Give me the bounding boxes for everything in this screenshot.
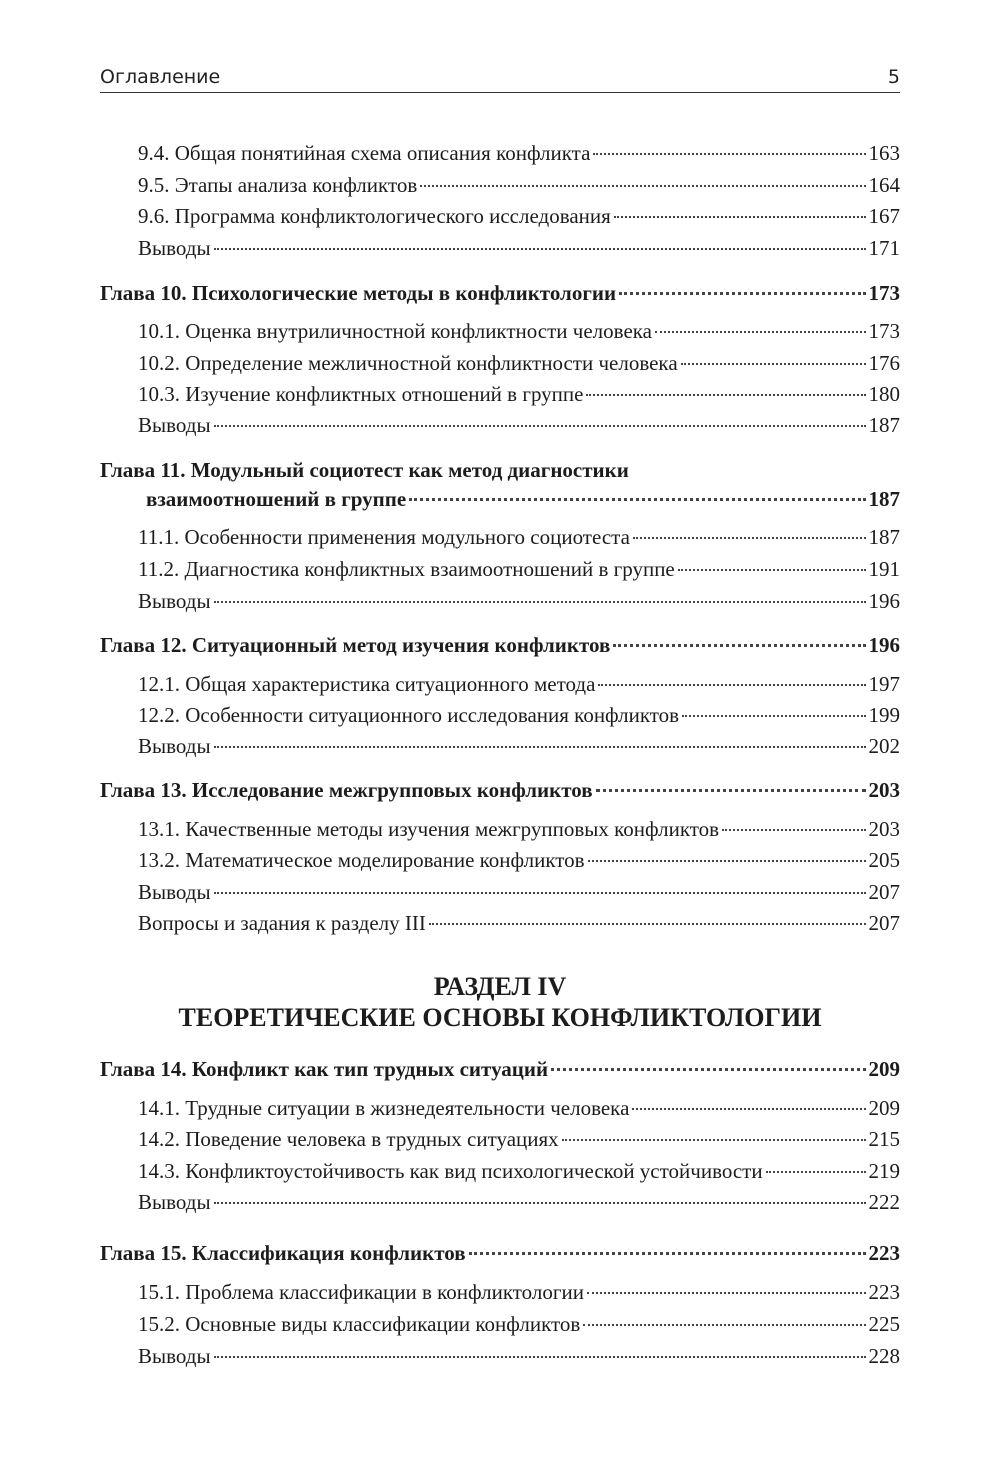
toc-entry-title: 12.2. Особенности ситуационного исследования конфликтов [138, 703, 680, 727]
toc-entry-page: 225 [868, 1312, 900, 1336]
toc-entry-page: 176 [868, 351, 900, 375]
dot-leader [613, 644, 865, 647]
dot-leader [214, 425, 866, 427]
toc-chapter-page: 203 [868, 778, 900, 802]
toc-entry[interactable] [138, 1343, 900, 1369]
dot-leader [586, 394, 865, 396]
dot-leader [766, 1171, 866, 1173]
toc-entry-title: 15.1. Проблема классификации в конфликтологии [138, 1280, 584, 1304]
toc-entry-page: 207 [868, 911, 900, 935]
toc-chapter-title-line1[interactable]: Глава 11. Модульный социотест как метод диагностики [100, 458, 629, 482]
toc-entry[interactable] [138, 350, 900, 376]
dot-leader [588, 860, 866, 862]
dot-leader [551, 1068, 865, 1071]
toc-entry-page: 202 [868, 734, 900, 758]
dot-leader [583, 1324, 865, 1326]
dot-leader [614, 216, 866, 218]
toc-entry-title: Выводы [138, 413, 211, 437]
toc-entry-title: 14.1. Трудные ситуации в жизнедеятельности человека [138, 1096, 630, 1120]
dot-leader [420, 185, 865, 187]
dot-leader [722, 829, 865, 831]
toc-entry-title: Выводы [138, 1190, 211, 1214]
toc-entry[interactable] [138, 556, 900, 582]
toc-entry-page: 223 [868, 1280, 900, 1304]
toc-chapter-page: 173 [868, 281, 900, 305]
toc-entry[interactable] [138, 847, 900, 873]
toc-entry-title: 10.2. Определение межличностной конфликтности человека [138, 351, 678, 375]
toc-chapter-title-line2: взаимоотношений в группе [146, 487, 407, 511]
toc-entry-title: 10.3. Изучение конфликтных отношений в группе [138, 382, 584, 406]
toc-chapter[interactable] [100, 280, 900, 306]
toc-entry-page: 173 [868, 319, 900, 343]
toc-entry-page: 167 [868, 204, 900, 228]
toc-entry-title: Вопросы и задания к разделу III [138, 911, 426, 935]
dot-leader [678, 569, 866, 571]
toc-entry[interactable] [138, 412, 900, 438]
toc-chapter[interactable] [146, 486, 900, 512]
toc-entry-page: 197 [868, 672, 900, 696]
toc-entry-title: 11.2. Диагностика конфликтных взаимоотношений в группе [138, 557, 675, 581]
toc-entry-title: Выводы [138, 236, 211, 260]
header-title: Оглавление [100, 66, 221, 88]
dot-leader [214, 1356, 866, 1358]
toc-entry-title: 9.4. Общая понятийная схема описания конфликта [138, 141, 591, 165]
toc-entry[interactable] [138, 816, 900, 842]
toc-entry-page: 171 [868, 236, 900, 260]
toc-chapter-page: 196 [868, 633, 900, 657]
toc-chapter-title: Глава 15. Классификация конфликтов [100, 1241, 466, 1265]
toc-entry-page: 191 [868, 557, 900, 581]
toc-entry[interactable] [138, 1279, 900, 1305]
toc-entry-title: Выводы [138, 734, 211, 758]
toc-entry[interactable] [138, 671, 900, 697]
dot-leader [214, 746, 866, 748]
toc-chapter[interactable] [100, 1056, 900, 1082]
toc-entry-page: 163 [868, 141, 900, 165]
dot-leader [598, 684, 865, 686]
toc-entry-page: 209 [868, 1096, 900, 1120]
toc-entry[interactable] [138, 1095, 900, 1121]
toc-chapter[interactable] [100, 632, 900, 658]
toc-entry-page: 180 [868, 382, 900, 406]
part-title: ТЕОРЕТИЧЕСКИЕ ОСНОВЫ КОНФЛИКТОЛОГИИ [178, 1003, 822, 1032]
dot-leader [596, 789, 866, 792]
toc-chapter-title: Глава 13. Исследование межгрупповых конфликтов [100, 778, 593, 802]
dot-leader [214, 892, 866, 894]
toc-entry[interactable] [138, 1311, 900, 1337]
toc-chapter[interactable] [100, 1240, 900, 1266]
toc-entry-page: 187 [868, 413, 900, 437]
toc-chapter-page: 209 [868, 1057, 900, 1081]
dot-leader [469, 1252, 866, 1255]
dot-leader [633, 537, 866, 539]
toc-entry[interactable] [138, 1126, 900, 1152]
dot-leader [409, 498, 865, 501]
toc-entry[interactable] [138, 910, 900, 936]
toc-entry-title: 11.1. Особенности применения модульного социотеста [138, 525, 630, 549]
toc-entry[interactable] [138, 588, 900, 614]
toc-entry-page: 215 [868, 1127, 900, 1151]
toc-entry[interactable] [138, 879, 900, 905]
dot-leader [655, 331, 866, 333]
toc-entry-page: 222 [868, 1190, 900, 1214]
toc-chapter-title: Глава 10. Психологические методы в конфликтологии [100, 281, 617, 305]
toc-entry-title: 13.2. Математическое моделирование конфликтов [138, 848, 585, 872]
toc-entry[interactable] [138, 524, 900, 550]
toc-entry-page: 207 [868, 880, 900, 904]
dot-leader [619, 292, 865, 295]
toc-entry[interactable] [138, 140, 900, 166]
toc-entry[interactable] [138, 733, 900, 759]
dot-leader [562, 1139, 866, 1141]
toc-entry-title: Выводы [138, 589, 211, 613]
dot-leader [214, 601, 866, 603]
toc-entry-page: 199 [868, 703, 900, 727]
toc-entry-page: 203 [868, 817, 900, 841]
toc-entry-page: 187 [868, 525, 900, 549]
running-header [100, 66, 900, 93]
toc-chapter[interactable] [100, 777, 900, 803]
toc-entry-title: Выводы [138, 880, 211, 904]
toc-entry[interactable] [138, 172, 900, 198]
toc-entry-page: 219 [868, 1159, 900, 1183]
toc-entry[interactable] [138, 235, 900, 261]
toc-entry-page: 164 [868, 173, 900, 197]
toc-entry[interactable] [138, 203, 900, 229]
toc-entry-page: 228 [868, 1344, 900, 1368]
dot-leader [593, 153, 865, 155]
toc-entry[interactable] [138, 702, 900, 728]
toc-entry-page: 196 [868, 589, 900, 613]
toc-entry-title: 14.3. Конфликтоустойчивость как вид психологической устойчивости [138, 1159, 763, 1183]
toc-entry-title: 15.2. Основные виды классификации конфликтов [138, 1312, 581, 1336]
toc-entry-title: 13.1. Качественные методы изучения межгрупповых конфликтов [138, 817, 720, 841]
dot-leader [681, 363, 866, 365]
dot-leader [429, 923, 866, 925]
dot-leader [214, 248, 866, 250]
toc-entry-title: 10.1. Оценка внутриличностной конфликтности человека [138, 319, 652, 343]
toc-chapter-page: 223 [868, 1241, 900, 1265]
toc-entry-title: 9.6. Программа конфликтологического исследования [138, 204, 611, 228]
toc-entry[interactable] [138, 381, 900, 407]
page-number: 5 [887, 66, 900, 88]
toc-entry[interactable] [138, 318, 900, 344]
toc-entry-title: Выводы [138, 1344, 211, 1368]
dot-leader [682, 715, 865, 717]
dot-leader [587, 1292, 866, 1294]
toc-entry-title: 12.1. Общая характеристика ситуационного метода [138, 672, 596, 696]
toc-entry-title: 9.5. Этапы анализа конфликтов [138, 173, 418, 197]
dot-leader [632, 1108, 865, 1110]
part-label: РАЗДЕЛ IV [433, 972, 567, 1001]
toc-chapter-title: Глава 14. Конфликт как тип трудных ситуаций [100, 1057, 549, 1081]
toc-chapter-title: Глава 12. Ситуационный метод изучения конфликтов [100, 633, 611, 657]
toc-entry-page: 205 [868, 848, 900, 872]
toc-entry[interactable] [138, 1158, 900, 1184]
dot-leader [214, 1202, 866, 1204]
toc-entry-title: 14.2. Поведение человека в трудных ситуациях [138, 1127, 559, 1151]
toc-entry[interactable] [138, 1189, 900, 1215]
toc-chapter-page: 187 [868, 487, 900, 511]
